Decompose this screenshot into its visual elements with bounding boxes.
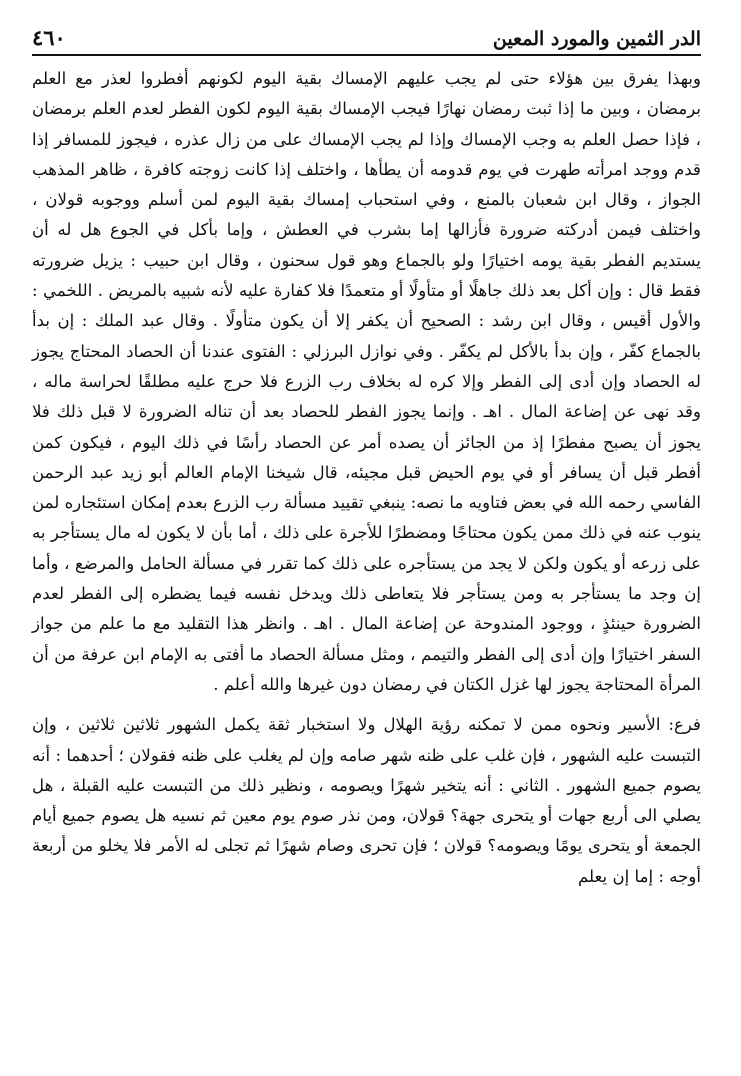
page-header	[32, 22, 701, 56]
paragraph-main: وبهذا يفرق بين هؤلاء حتى لم يجب عليهم الإمساك بقية اليوم لكونهم أفطروا لعذر مع العلم برمضان ، وبين ما إذا ثبت رمضان نهارًا فيجب الإمساك بقية اليوم لكون الفطر لعدم العلم برمضان ، فإذا حصل العلم به وجب الإمساك وإذا لم يجب الإمساك على من زال عذره ، فيجوز للمسافر إذا قدم ووجد امرأته طهرت في يوم قدومه أن يطأها ، واختلف إذا كانت زوجته كافرة ، ظاهر المذهب الجواز ، وقال ابن شعبان بالمنع ، وفي استحباب إمساك بقية اليوم لمن أسلم ووجوبه قولان ، واختلف فيمن أدركته ضرورة فأزالها إما بشرب في العطش ، وإما بأكل في الجوع هل له أن يستديم الفطر بقية يومه اختيارًا ولو بالجماع وهو قول سحنون ، وقال ابن حبيب : يزيل ضرورته فقط قال : وإن أكل بعد ذلك جاهلًا أو متأولًا أو متعمدًا فلا كفارة عليه لأنه شبيه بالمريض . اللخمي : والأول أقيس ، وقال ابن رشد : الصحيح أن يكفر إلا أن يكون متأولًا . وقال عبد الملك : إن بدأ بالجماع كفّر ، وإن بدأ بالأكل لم يكفّر . وفي نوازل البرزلي : الفتوى عندنا أن الحصاد المحتاج يجوز له الحصاد وإن أدى إلى الفطر وإلا كره له بخلاف رب الزرع فلا حرج عليه مطلقًا لحراسة ماله ، وقد نهى عن إضاعة المال . اهـ . وإنما يجوز الفطر للحصاد بعد أن تناله الضرورة لا قبل ذلك فلا يجوز أن يصبح مفطرًا إذ من الجائز أن يصده أمر عن الحصاد رأسًا في ذلك اليوم ، فيكون كمن أفطر قبل أن يسافر أو في يوم الحيض قبل مجيئه، قال شيخنا الإمام العالم أبو زيد عبد الرحمن الفاسي رحمه الله في بعض فتاويه ما نصه: ينبغي تقييد مسألة رب الزرع بعدم إمكان استئجاره لمن ينوب عنه في ذلك ممن يكون محتاجًا ومضطرًا للأجرة على ذلك ، أما بأن لا يكون له مال يستأجر به على زرعه أو يكون ولكن لا يجد من يستأجره على ذلك كما تقرر في مسألة الحامل والمرضع ، وأما إن وجد ما يستأجر به ومن يستأجر فلا يتعاطى ذلك ويدخل نفسه فيما يضطره إلى الفطر لعدم الضرورة حينئذٍ ، ووجود المندوحة عن إضاعة المال . اهـ . وانظر هذا التقليد مع ما علم من جواز السفر اختيارًا وإن أدى إلى الفطر والتيمم ، ومثل مسألة الحصاد ما أفتى به الإمام ابن عرفة من أن المرأة المحتاجة يجوز لها غزل الكتان في رمضان دون غيرها والله أعلم .	[32, 69, 701, 694]
page-number: ٤٦٠	[32, 25, 66, 50]
body-text	[32, 64, 701, 892]
running-title: الدر الثمين والمورد المعين	[492, 28, 701, 50]
paragraph-far: فرع: الأسير ونحوه ممن لا تمكنه رؤية الهلال ولا استخبار ثقة يكمل الشهور ثلاثين ثلاثين ، وإن التبست عليه الشهور ، فإن غلب على ظنه شهر صامه وإن لم يغلب على ظنه فقولان ؛ أحدهما : أنه يصوم جميع الشهور . الثاني : أنه يتخير شهرًا ويصومه ، ونظير ذلك من التبست عليه القبلة ، هل يصلي الى أربع جهات أو يتحرى جهة؟ قولان، ومن نذر صوم يوم معين ثم نسيه هل يصوم جميع أيام الجمعة أو يتحرى يومًا ويصومه؟ قولان ؛ فإن تحرى وصام شهرًا ثم تجلى له الأمر فلا يخلو من أربعة أوجه : إما إن يعلم	[32, 715, 701, 886]
